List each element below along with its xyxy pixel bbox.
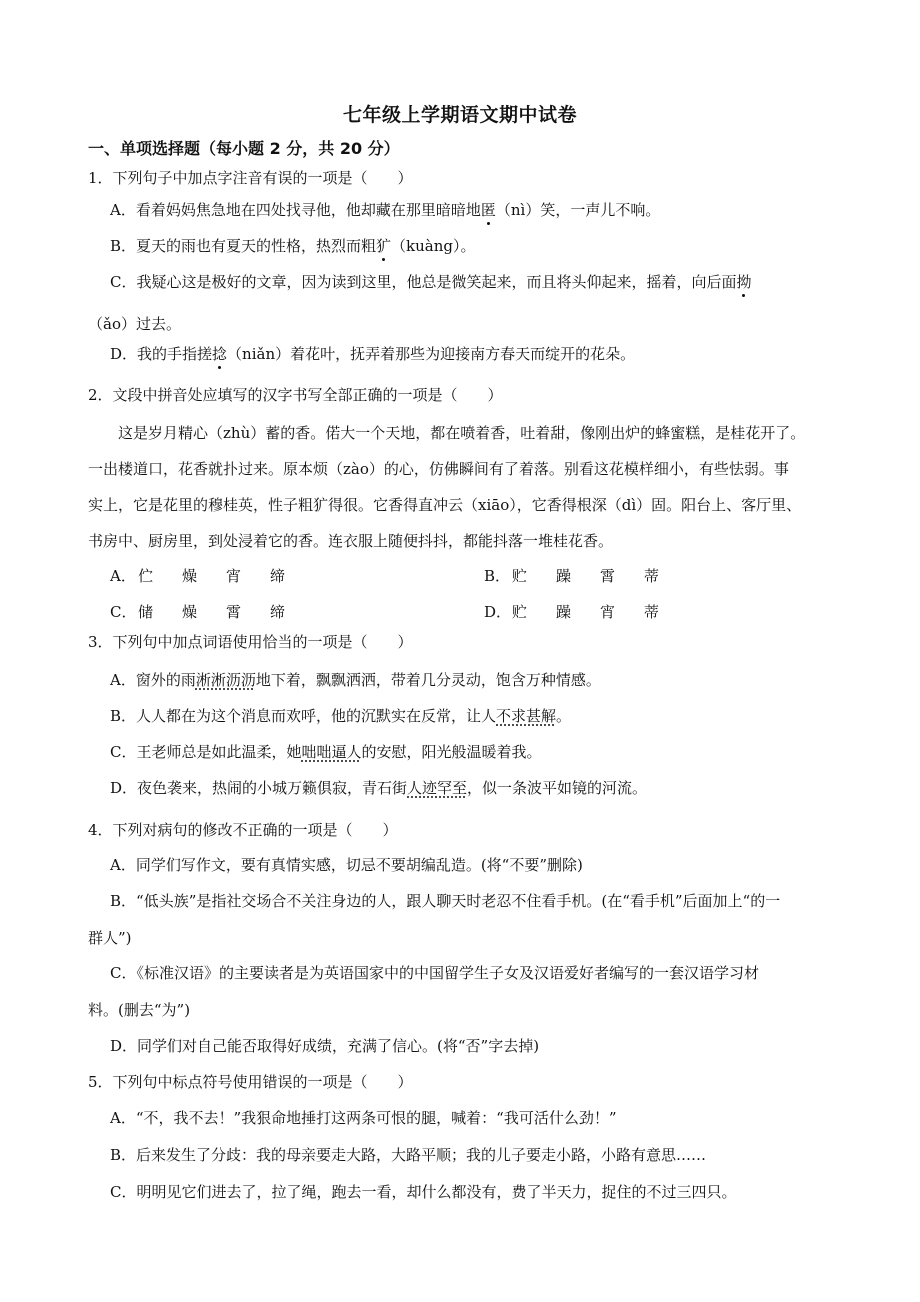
question-2-stem: 2．文段中拼音处应填写的汉字书写全部正确的一项是（ ）	[88, 386, 503, 404]
dotted-char: 匿	[480, 201, 496, 219]
question-1-option-b[interactable]: B．夏天的雨也有夏天的性格，热烈而粗犷（kuàng）。	[110, 237, 476, 255]
passage-line: 一出楼道口，花香就扑过来。原本烦（zào）的心，仿佛瞬间有了着落。别看这花模样细小，有些怯弱。事	[88, 460, 789, 478]
question-1-stem: 1．下列句子中加点字注音有误的一项是（ ）	[88, 169, 413, 187]
question-2-option-c[interactable]: C． 储 燥 霄 缔	[110, 603, 286, 621]
question-4-option-d[interactable]: D．同学们对自己能否取得好成绩，充满了信心。(将“否”字去掉)	[110, 1037, 540, 1055]
section-heading: 一、单项选择题（每小题 2 分，共 20 分）	[88, 139, 400, 158]
dotted-word: 不求甚解	[496, 707, 557, 725]
question-4-option-c-cont: 料。(删去“为”)	[88, 1001, 191, 1019]
question-3-option-c[interactable]: C．王老师总是如此温柔，她咄咄逼人的安慰，阳光般温暖着我。	[110, 743, 542, 761]
question-4-option-b[interactable]: B．“低头族”是指社交场合不关注身边的人，跟人聊天时老忍不住看手机。(在“看手机”后面加上“的一	[110, 892, 781, 910]
question-2-option-d[interactable]: D．贮 躁 宵 蒂	[484, 603, 660, 621]
passage-line: 这是岁月精心（zhù）蓄的香。偌大一个天地，都在喷着香，吐着甜，像刚出炉的蜂蜜糕，是桂花开了。	[118, 424, 806, 442]
question-3-option-a[interactable]: A．窗外的雨淅淅沥沥地下着，飘飘洒洒，带着几分灵动，饱含万种情感。	[110, 671, 601, 689]
question-2-option-a[interactable]: A． 伫 燥 宵 缔	[110, 567, 286, 585]
question-2-option-b[interactable]: B． 贮 躁 霄 蒂	[484, 567, 660, 585]
dotted-char: 拗	[736, 273, 752, 291]
question-4-option-a[interactable]: A．同学们写作文，要有真情实感，切忌不要胡编乱造。(将“不要”删除)	[110, 856, 583, 874]
question-3-stem: 3．下列句中加点词语使用恰当的一项是（ ）	[88, 633, 413, 651]
question-3-option-d[interactable]: D．夜色袭来，热闹的小城万籁俱寂，青石街人迹罕至，似一条波平如镜的河流。	[110, 779, 648, 797]
question-4-option-c[interactable]: C．《标准汉语》的主要读者是为英语国家中的中国留学生子女及汉语爱好者编写的一套汉语学习材	[110, 964, 759, 982]
question-1-option-a[interactable]: A．看着妈妈焦急地在四处找寻他，他却藏在那里暗暗地匿（nì）笑，一声儿不响。	[110, 201, 661, 219]
question-1-option-c-cont: （ǎo）过去。	[88, 315, 181, 333]
dotted-char: 犷	[376, 237, 392, 255]
page-title: 七年级上学期语文期中试卷	[342, 104, 577, 126]
question-4-option-b-cont: 群人”)	[88, 929, 132, 947]
question-5-stem: 5．下列句中标点符号使用错误的一项是（ ）	[88, 1073, 413, 1091]
question-5-option-b[interactable]: B．后来发生了分歧：我的母亲要走大路，大路平顺；我的儿子要走小路，小路有意思……	[110, 1146, 707, 1164]
dotted-char: 捻	[212, 345, 228, 363]
dotted-word: 人迹罕至	[407, 779, 468, 797]
question-3-option-b[interactable]: B．人人都在为这个消息而欢呼，他的沉默实在反常，让人不求甚解。	[110, 707, 572, 725]
question-5-option-c[interactable]: C．明明见它们进去了，拉了绳，跑去一看，却什么都没有，费了半天力，捉住的不过三四只。	[110, 1183, 737, 1201]
passage-line: 实上，它是花里的穆桂英，性子粗犷得很。它香得直冲云（xiāo），它香得根深（dì）固。阳台上、客厅里、	[88, 496, 802, 514]
question-4-stem: 4．下列对病句的修改不正确的一项是（ ）	[88, 821, 398, 839]
question-1-option-c[interactable]: C．我疑心这是极好的文章，因为读到这里，他总是微笑起来，而且将头仰起来，摇着，向后面拗	[110, 273, 752, 291]
dotted-word: 咄咄逼人	[301, 743, 362, 761]
question-5-option-a[interactable]: A．“不，我不去！”我狠命地捶打这两条可恨的腿，喊着：“我可活什么劲！”	[110, 1109, 617, 1127]
passage-line: 书房中、厨房里，到处浸着它的香。连衣服上随便抖抖，都能抖落一堆桂花香。	[88, 532, 614, 550]
question-1-option-d[interactable]: D．我的手指搓捻（niǎn）着花叶，抚弄着那些为迎接南方春天而绽开的花朵。	[110, 345, 636, 363]
dotted-word: 淅淅沥沥	[195, 671, 256, 689]
